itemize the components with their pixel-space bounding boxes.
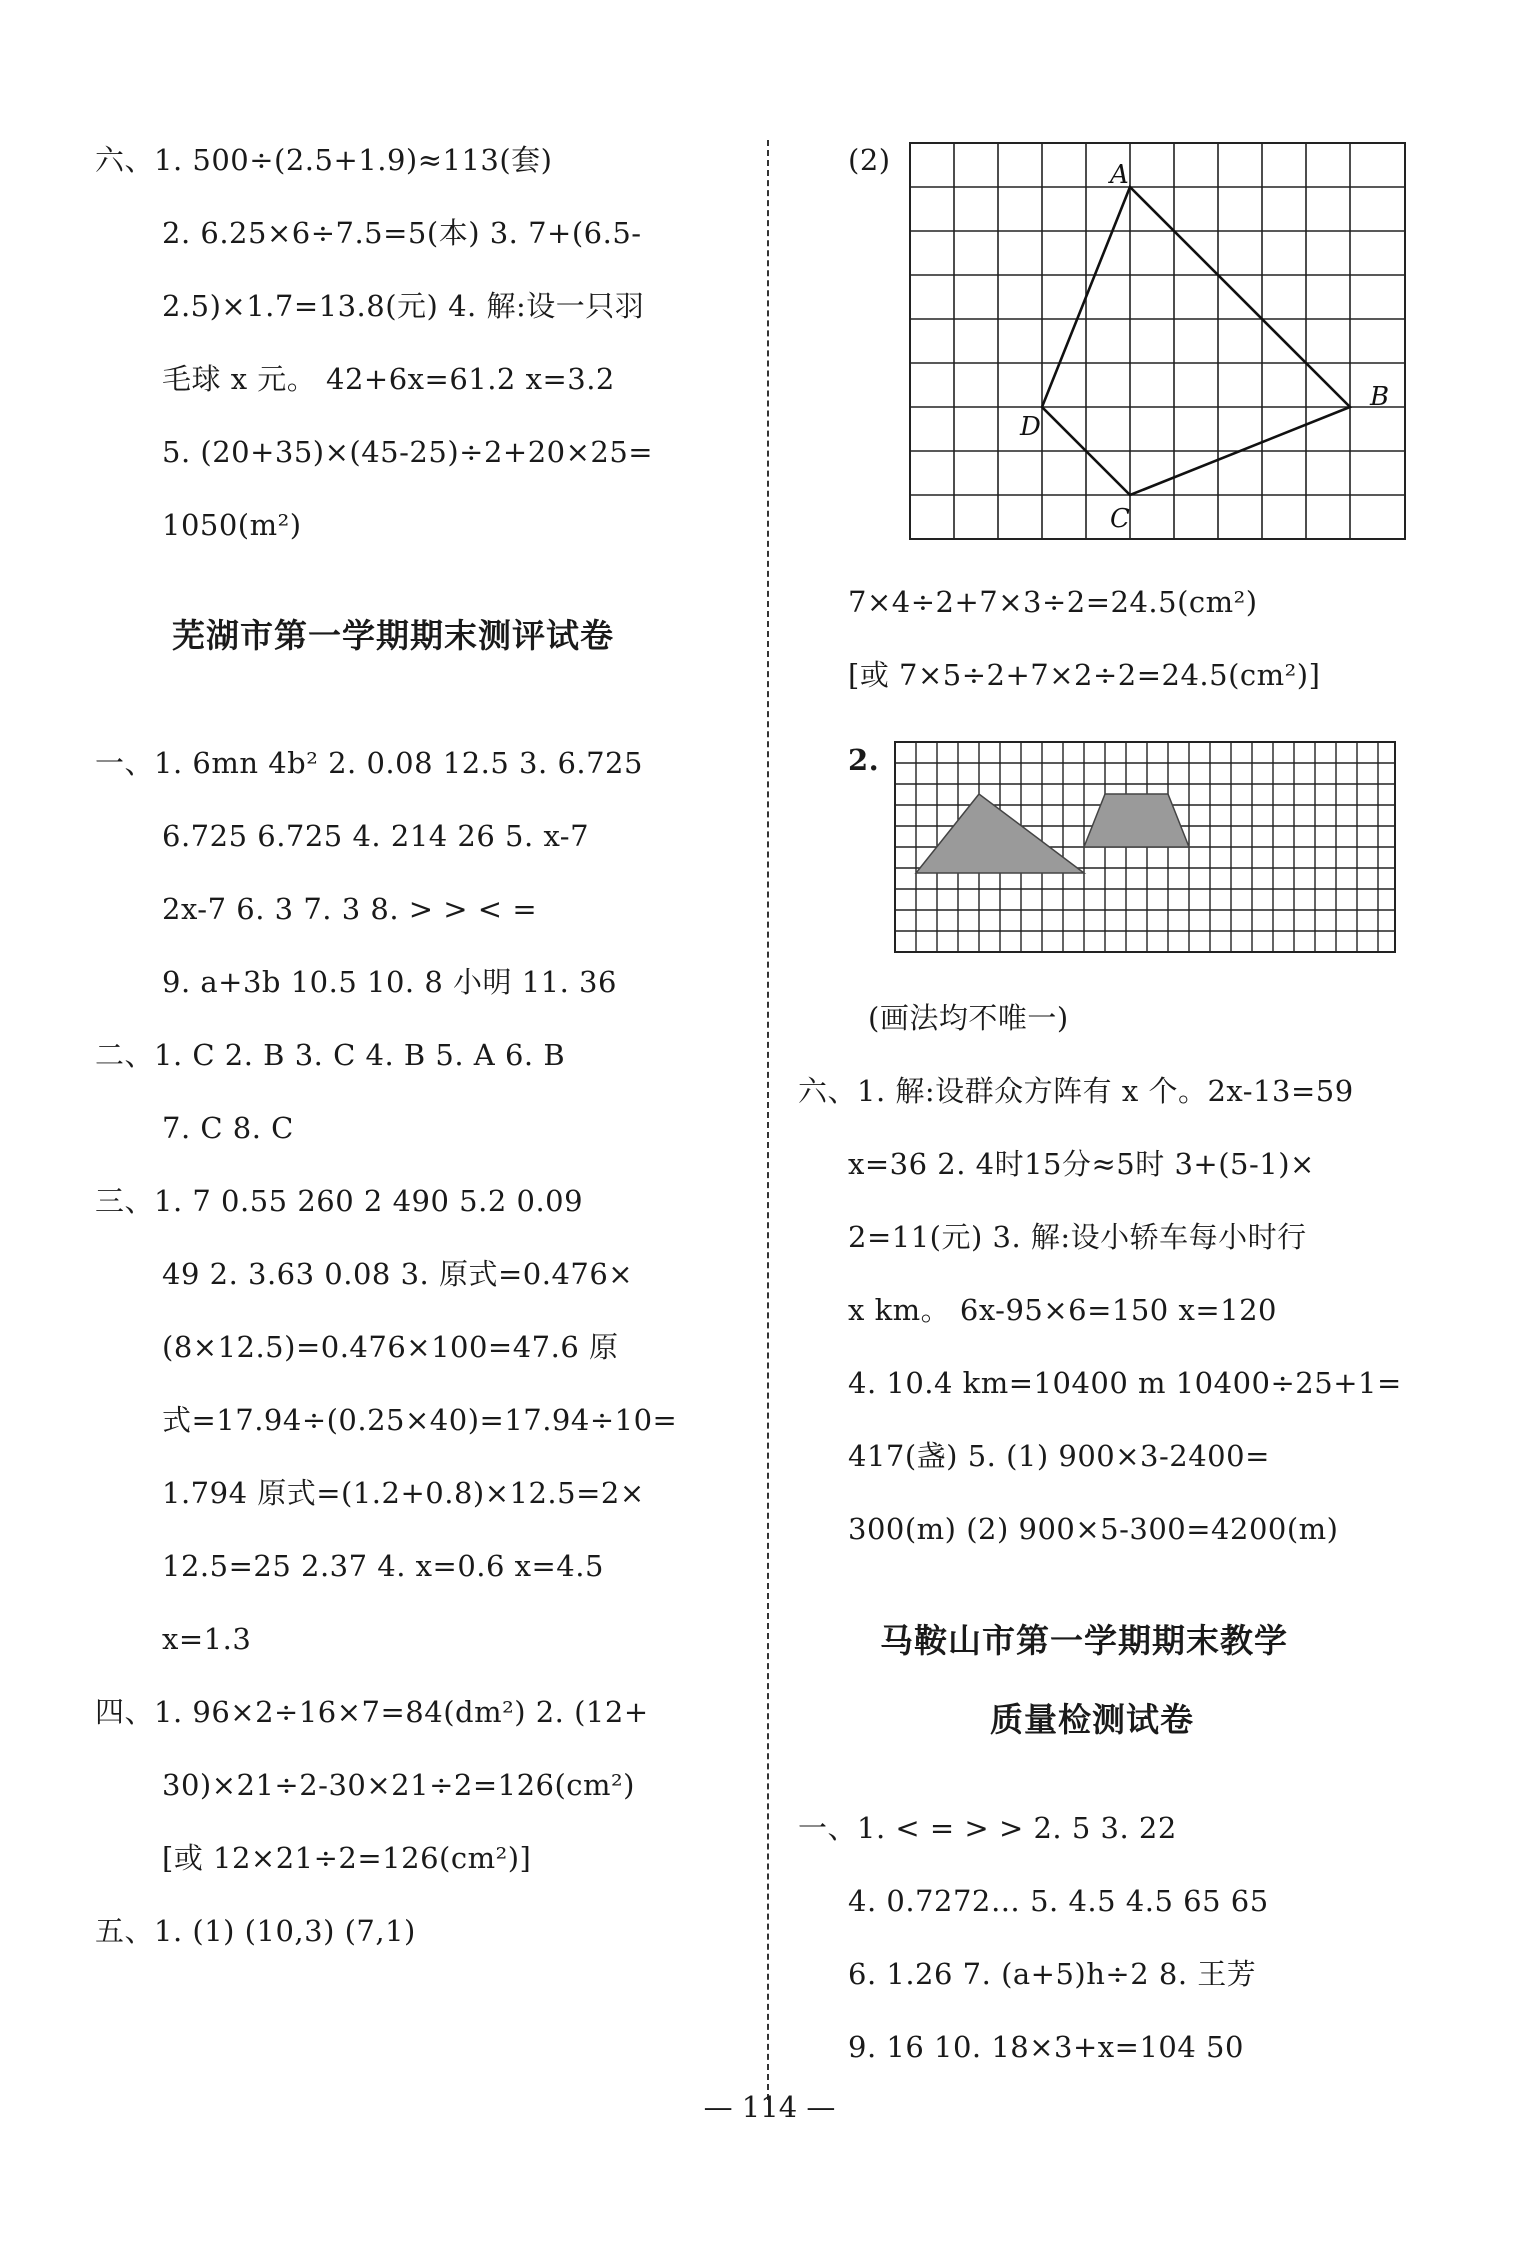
quadrilateral-abcd xyxy=(1042,187,1350,495)
answer-line: 六、1. 500÷(2.5+1.9)≈113(套) xyxy=(95,143,553,177)
grid-lines xyxy=(910,143,1405,539)
answer-line: 9. a+3b 10.5 10. 8 小明 11. 36 xyxy=(162,965,617,999)
answer-line: 1.794 原式=(1.2+0.8)×12.5=2× xyxy=(162,1476,645,1510)
quadrilateral-grid-figure xyxy=(910,143,1410,543)
answer-line: 7×4÷2+7×3÷2=24.5(cm²) xyxy=(848,585,1258,619)
answer-line: 四、1. 96×2÷16×7=84(dm²) 2. (12+ xyxy=(95,1695,649,1729)
answer-line: [或 12×21÷2=126(cm²)] xyxy=(162,1841,532,1875)
answer-line: 4. 0.7272… 5. 4.5 4.5 65 65 xyxy=(848,1884,1269,1918)
answer-line: 4. 10.4 km=10400 m 10400÷25+1= xyxy=(848,1366,1402,1400)
answer-line: 300(m) (2) 900×5-300=4200(m) xyxy=(848,1512,1339,1546)
section-title: 马鞍山市第一学期期末教学 xyxy=(880,1621,1288,1660)
column-divider xyxy=(767,140,769,2100)
page-number: — 114 — xyxy=(703,2090,836,2124)
answer-line: 417(盏) 5. (1) 900×3-2400= xyxy=(848,1439,1270,1473)
answer-line: 2. 6.25×6÷7.5=5(本) 3. 7+(6.5- xyxy=(162,216,642,250)
figure-note: (画法均不唯一) xyxy=(868,1001,1069,1035)
answer-line: 一、1. 6mn 4b² 2. 0.08 12.5 3. 6.725 xyxy=(95,746,643,780)
answer-line: 9. 16 10. 18×3+x=104 50 xyxy=(848,2030,1244,2064)
section-title: 质量检测试卷 xyxy=(990,1700,1194,1739)
answer-line: 一、1. < = > > 2. 5 3. 22 xyxy=(798,1811,1177,1845)
point-label-a: A xyxy=(1110,160,1129,190)
shaded-trapezoid xyxy=(1084,794,1189,847)
figure-label: (2) xyxy=(848,143,891,177)
answer-line: 30)×21÷2-30×21÷2=126(cm²) xyxy=(162,1768,635,1802)
answer-line: 三、1. 7 0.55 260 2 490 5.2 0.09 xyxy=(95,1184,584,1218)
answer-line: [或 7×5÷2+7×2÷2=24.5(cm²)] xyxy=(848,658,1321,692)
answer-line: 六、1. 解:设群众方阵有 x 个。2x-13=59 xyxy=(798,1074,1354,1108)
grid-border xyxy=(910,143,1405,539)
answer-line: (8×12.5)=0.476×100=47.6 原 xyxy=(162,1330,619,1364)
shapes-grid-figure xyxy=(895,742,1400,956)
answer-line: 5. (20+35)×(45-25)÷2+20×25= xyxy=(162,435,654,469)
answer-line: 12.5=25 2.37 4. x=0.6 x=4.5 xyxy=(162,1549,604,1583)
answer-line: 2x-7 6. 3 7. 3 8. > > < = xyxy=(162,892,538,926)
point-label-c: C xyxy=(1110,504,1130,534)
answer-line: 毛球 x 元。 42+6x=61.2 x=3.2 xyxy=(162,362,615,396)
answer-line: 式=17.94÷(0.25×40)=17.94÷10= xyxy=(162,1403,678,1437)
answer-line: 1050(m²) xyxy=(162,508,302,542)
answer-line: x=1.3 xyxy=(162,1622,252,1656)
answer-line: 二、1. C 2. B 3. C 4. B 5. A 6. B xyxy=(95,1038,566,1072)
point-label-d: D xyxy=(1020,412,1041,442)
point-label-b: B xyxy=(1370,382,1390,412)
answer-line: 7. C 8. C xyxy=(162,1111,294,1145)
answer-line: 2=11(元) 3. 解:设小轿车每小时行 xyxy=(848,1220,1307,1254)
answer-line: 49 2. 3.63 0.08 3. 原式=0.476× xyxy=(162,1257,634,1291)
answer-line: 6.725 6.725 4. 214 26 5. x-7 xyxy=(162,819,590,853)
answer-line: x=36 2. 4时15分≈5时 3+(5-1)× xyxy=(848,1147,1315,1181)
section-title: 芜湖市第一学期期末测评试卷 xyxy=(172,616,614,655)
answer-line: x km。 6x-95×6=150 x=120 xyxy=(848,1293,1277,1327)
answer-line: 6. 1.26 7. (a+5)h÷2 8. 王芳 xyxy=(848,1957,1257,1991)
answer-line: 2.5)×1.7=13.8(元) 4. 解:设一只羽 xyxy=(162,289,645,323)
answer-line: 五、1. (1) (10,3) (7,1) xyxy=(95,1914,416,1948)
figure-label: 2. xyxy=(848,743,880,777)
